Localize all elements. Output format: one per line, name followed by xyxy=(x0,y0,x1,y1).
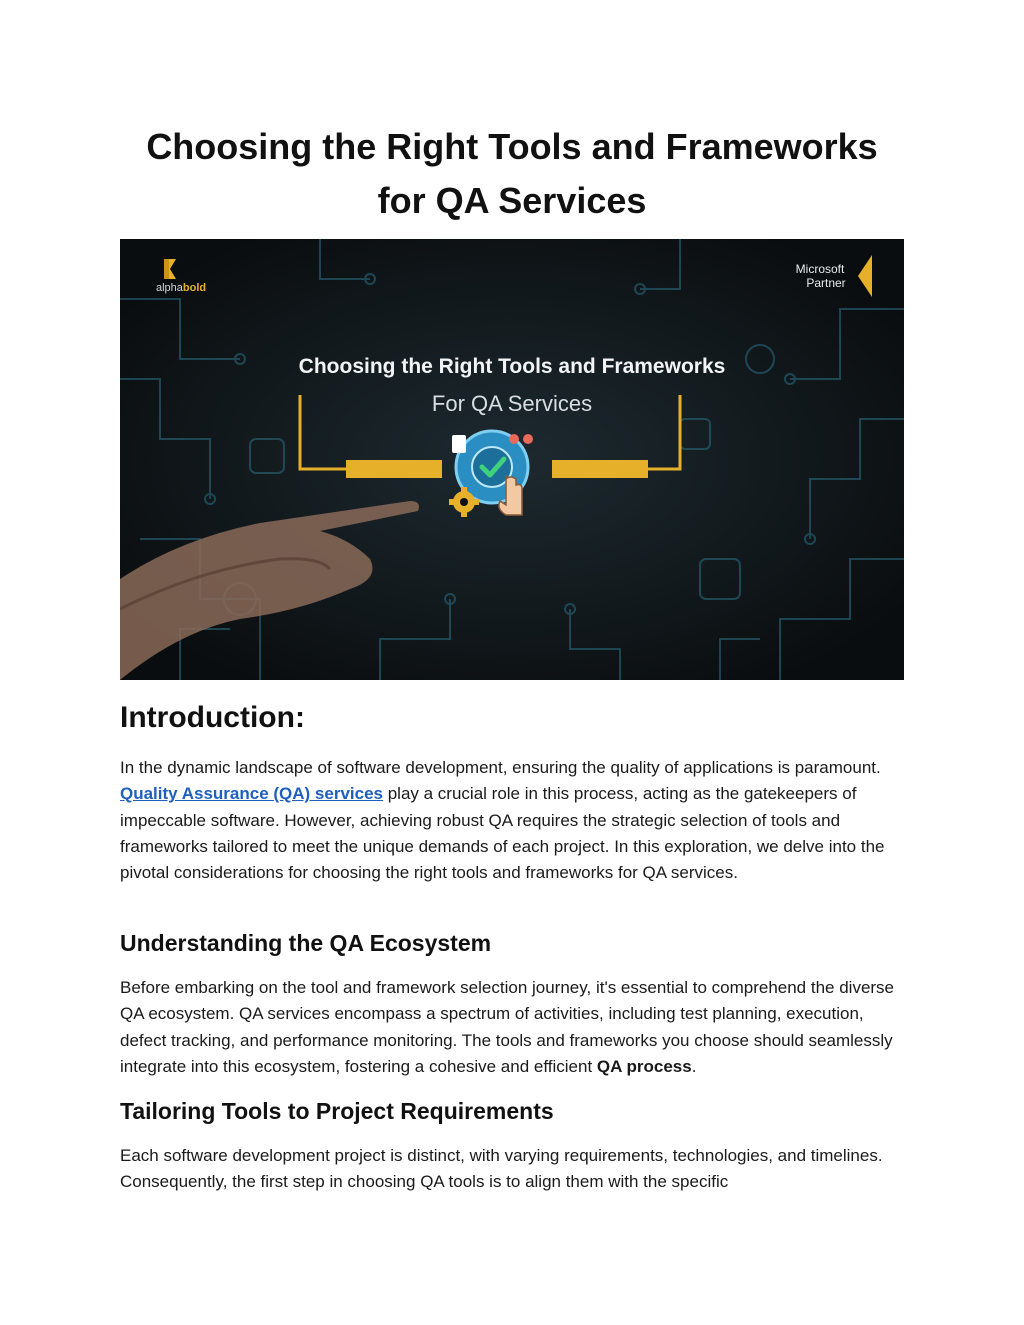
introduction-paragraph xyxy=(120,755,910,886)
tailoring-paragraph: Each software development project is distinct, with varying requirements, technologies, and timelines. Consequently, the first step in choosing QA tools is to align them with the specific xyxy=(120,1146,883,1192)
qa-services-link[interactable]: Quality Assurance (QA) services xyxy=(120,784,383,804)
hero-banner xyxy=(120,239,904,680)
banner-subheadline: For QA Services xyxy=(431,391,593,416)
section-heading-tailoring: Tailoring Tools to Project Requirements xyxy=(120,1098,554,1124)
accent-bar-right xyxy=(552,460,648,478)
partner-line-1: Microsoft xyxy=(795,262,845,276)
ecosystem-text-end: . xyxy=(691,1056,697,1076)
qa-process-emphasis: QA process xyxy=(596,1056,692,1076)
page-title: Choosing the Right Tools and Frameworks for QA Services xyxy=(146,126,878,221)
team-icon xyxy=(509,434,519,444)
intro-text-end: play a crucial role in this process, acting as the gatekeepers of impeccable software. However, achieving robust QA requires the strategic selection of tools and frameworks tailored to meet the unique demands of each project. In this exploration, we delve into the pivotal considerations for choosing the right tools and frameworks for QA services. xyxy=(120,784,885,883)
partner-line-2: Partner xyxy=(806,276,846,290)
intro-text-start: In the dynamic landscape of software development, ensuring the quality of applications is paramount. xyxy=(120,758,881,777)
document-icon xyxy=(452,435,466,453)
accent-bar-left xyxy=(346,460,442,478)
logo-text: alphabold xyxy=(156,282,207,294)
ecosystem-text-start: Before embarking on the tool and framework selection journey, it's essential to comprehend the diverse QA ecosystem. QA services encompass a spectrum of activities, including test planning, execution, defect tracking, and performance monitoring. The tools and frameworks you choose should seamlessly integrate into this ecosystem, fostering a cohesive and efficient xyxy=(120,978,895,1076)
ecosystem-paragraph xyxy=(120,975,910,1080)
section-heading-introduction: Introduction: xyxy=(120,701,305,734)
section-heading-ecosystem: Understanding the QA Ecosystem xyxy=(120,930,492,956)
banner-headline: Choosing the Right Tools and Frameworks xyxy=(298,355,726,378)
